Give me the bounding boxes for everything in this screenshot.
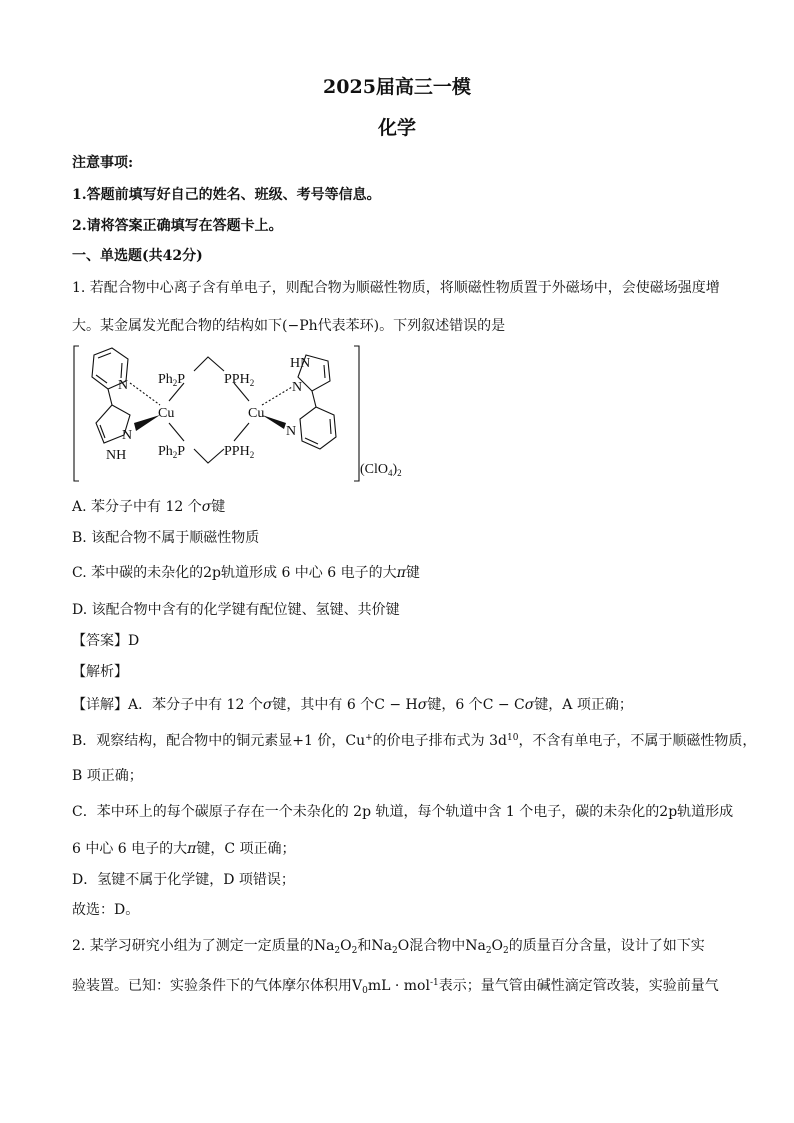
- option-c-mid: 轨道形成 6 中心 6 电子的大: [221, 565, 397, 581]
- detail-a-mid: 键，其中有 6 个: [272, 697, 375, 713]
- q1-stem-ph: −Ph: [287, 318, 318, 334]
- q1-stem-line2: [72, 315, 505, 335]
- q1-option-d: D. 该配合物中含有的化学键有配位键、氢键、共价键: [72, 602, 400, 618]
- q2-line2-text: 验装置。已知：实验条件下的气体摩尔体积用: [72, 978, 352, 994]
- right-cu-p-bottom-bond: [234, 423, 249, 441]
- q1-answer: [72, 630, 139, 650]
- detail-a-sigma1: σ: [262, 697, 273, 713]
- q1-conclusion: 故选：D。: [72, 902, 140, 918]
- q2-line1-end: 的质量百分含量，设计了如下实: [508, 938, 705, 954]
- detail-label: 【详解】: [72, 697, 128, 713]
- q1-option-b: B. 该配合物不属于顺磁性物质: [72, 530, 260, 546]
- detail-a-end: 键，A 项正确；: [534, 697, 633, 713]
- detail-b-end: ，不含有单电子，不属于顺磁性物质，: [518, 733, 757, 749]
- q2-line1-text: 2. 某学习研究小组为了测定一定质量的: [72, 938, 314, 954]
- atom-cu-left: Cu: [158, 406, 175, 421]
- atom-nh-left: NH: [106, 448, 127, 463]
- detail-b-sup1: +: [365, 733, 373, 743]
- symbol-v0: $V_0$: [352, 978, 368, 996]
- left-link: [108, 389, 112, 405]
- atom-cu-right: Cu: [248, 406, 265, 421]
- detail-a-cc: C − C: [482, 697, 525, 713]
- complex-structure: [72, 343, 422, 485]
- q1-detail-b-line2: B 项正确；: [72, 768, 143, 784]
- q1-detail-d: D．氢键不属于化学键，D 项错误；: [72, 872, 295, 888]
- atom-n-left-pyridine: N: [118, 378, 129, 393]
- notice-heading: 注意事项:: [72, 155, 134, 171]
- label-pph2-bottom: $PPH_2$: [224, 444, 255, 460]
- detail-b-mid: 的价电子排布式为 3d: [372, 733, 507, 749]
- option-a-sigma: σ: [201, 499, 212, 515]
- q1-detail-c: [72, 801, 733, 821]
- q2-line2-end: 表示；量气管由碱性滴定管改装，实验前量气: [438, 978, 719, 994]
- section-title: 一、单选题(共42分): [72, 248, 203, 264]
- option-a-end: 键: [211, 499, 226, 515]
- atom-n-right-pyridine: N: [286, 424, 297, 439]
- q1-detail-a: [72, 694, 633, 714]
- molar-volume-unit: mL · mol$^{-1}$: [367, 978, 439, 994]
- answer-label: 【答案】: [72, 633, 128, 649]
- formula-na2o2-b: $Na_2O_2$: [465, 938, 509, 956]
- detail-c-text: C．苯中环上的每个碳原子存在一个未杂化的 2p 轨道，每个轨道中含 1 个电子，碳的未杂化的: [72, 804, 660, 820]
- subject-title: 化学: [377, 117, 416, 139]
- left-cu-p-bottom-bond: [169, 423, 184, 441]
- option-c-text: C. 苯中碳的未杂化的: [72, 565, 204, 581]
- q2-and: 和: [357, 938, 372, 954]
- q1-detail-b: [72, 730, 756, 750]
- label-ph2p-bottom: $Ph_2P$: [158, 444, 186, 460]
- q2-line1-mid: 混合物中: [409, 938, 466, 954]
- q1-detail-c-line2: [72, 838, 296, 858]
- right-cu-dashed-bond: [262, 387, 292, 405]
- detail-c2-pi: π: [187, 841, 197, 857]
- detail-a-mid2: 键，6 个: [427, 697, 483, 713]
- detail-a-ch: C − H: [374, 697, 418, 713]
- right-bracket: [354, 346, 359, 481]
- q1-option-a: [72, 496, 225, 516]
- formula-na2o: $Na_2O$: [371, 938, 410, 956]
- exam-title: 2025届高三一模: [323, 76, 471, 98]
- atom-n-right-pyrazole: N: [292, 380, 303, 395]
- detail-a-text: A．苯分子中有 12 个: [128, 697, 263, 713]
- detail-c2-text: 6 中心 6 电子的大: [72, 841, 188, 857]
- label-pph2-top: $PPH_2$: [224, 372, 255, 388]
- detail-b-text: B．观察结构，配合物中的铜元素显+1 价，Cu: [72, 733, 366, 749]
- formula-na2o2-a: $Na_2O_2$: [313, 938, 358, 956]
- notice-item-1: 1.答题前填写好自己的姓名、班级、考号等信息。: [72, 187, 381, 203]
- detail-b-sup2: 10: [506, 733, 519, 743]
- q2-line1: [72, 935, 705, 955]
- detail-c-end: 轨道形成: [677, 804, 734, 820]
- q1-stem-text-b: 代表苯环)。下列叙述错误的是: [317, 318, 506, 334]
- left-cu-wedge-bond: [134, 415, 160, 431]
- option-c-2p: 2p: [203, 565, 221, 581]
- detail-c-2p: 2p: [659, 804, 678, 820]
- detail-a-sigma2: σ: [417, 697, 428, 713]
- q1-stem-line1: 1. 若配合物中心离子含有单电子，则配合物为顺磁性物质，将顺磁性物质置于外磁场中，会使磁场强度增: [72, 280, 720, 296]
- right-cu-wedge-bond: [262, 415, 286, 429]
- ch2-bridge-top: [194, 357, 224, 371]
- counter-ion-clo4: $(ClO_4)_2$: [360, 462, 402, 478]
- atom-n-left-pyrazole: N: [122, 428, 133, 443]
- detail-c2-end: 键，C 项正确；: [196, 841, 296, 857]
- option-a-text: A. 苯分子中有 12 个: [72, 499, 202, 515]
- q1-analysis-label: 【解析】: [72, 664, 128, 680]
- left-cu-dashed-bond: [130, 383, 160, 405]
- q1-stem-text-a: 大。某金属发光配合物的结构如下(: [72, 318, 288, 334]
- option-c-pi: π: [396, 565, 406, 581]
- option-c-end: 键: [405, 565, 420, 581]
- q2-line2: [72, 975, 719, 995]
- answer-value: D: [128, 633, 140, 649]
- q1-option-c: [72, 562, 420, 582]
- right-pyridine-ring: [300, 407, 336, 449]
- left-bracket: [74, 346, 79, 481]
- right-link: [312, 391, 316, 407]
- ch2-bridge-bottom: [194, 449, 224, 463]
- atom-hn-right: HN: [290, 356, 311, 371]
- notice-item-2: 2.请将答案正确填写在答题卡上。: [72, 218, 283, 234]
- label-ph2p-top: $Ph_2P$: [158, 372, 186, 388]
- detail-a-sigma3: σ: [524, 697, 535, 713]
